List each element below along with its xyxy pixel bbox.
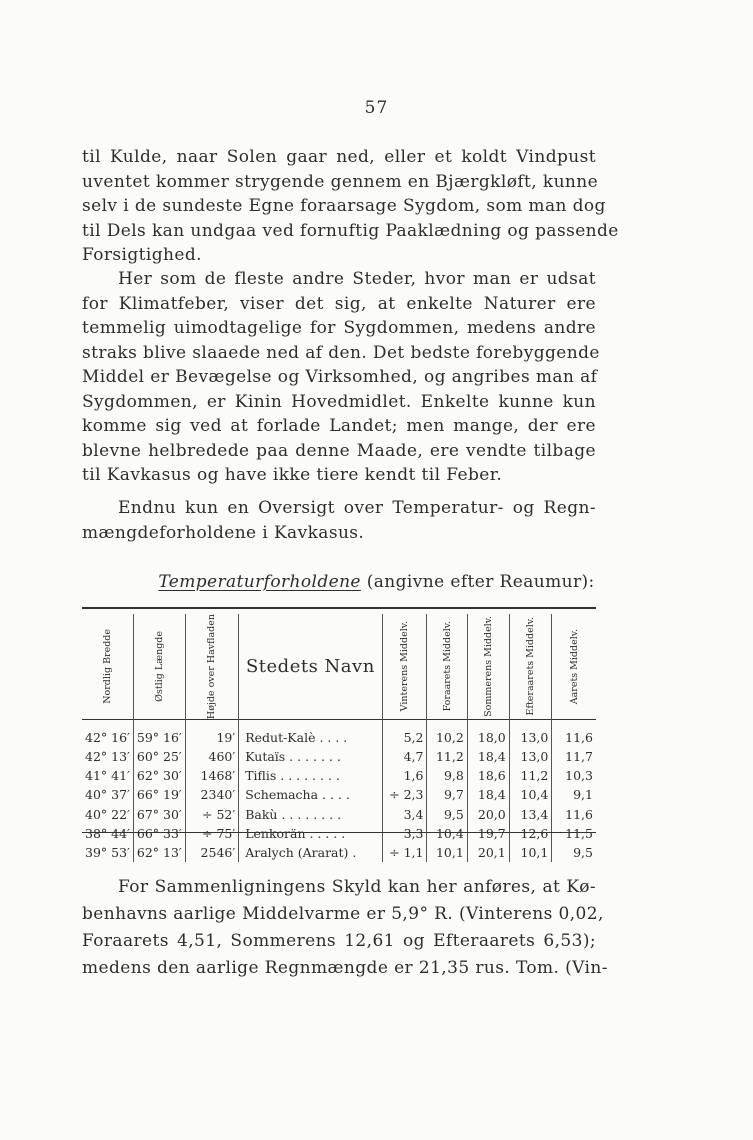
text-line: medens den aarlige Regnmængde er 21,35 rus. Tom. (Vin- — [82, 958, 608, 978]
cell-name: Bakù . . . . . . . . — [239, 804, 382, 823]
cell-year: 11,7 — [565, 748, 593, 764]
table-caption — [0, 572, 753, 592]
col-header-lat: Nordlig Bredde — [82, 614, 133, 720]
cell-year: 9,5 — [573, 845, 593, 861]
cell-winter: ÷ 1,1 — [382, 843, 427, 862]
text-line: benhavns aarlige Middelvarme er 5,9° R. (Vinterens 0,02, — [82, 904, 604, 924]
cell-autumn: 11,2 — [509, 766, 552, 785]
text-line: uventet kommer strygende gennem en Bjærgkløft, kunne — [82, 171, 599, 192]
paragraph-4 — [82, 874, 608, 982]
cell-lat: 41° 41′ — [82, 766, 133, 785]
temperature-table — [82, 614, 596, 862]
page-number: 57 — [364, 98, 389, 118]
table-top-rule — [82, 607, 596, 609]
cell-height: 19′ — [185, 720, 238, 747]
text-line: Foraarets 4,51, Sommerens 12,61 og Efteraarets 6,53); — [82, 931, 596, 951]
cell-spring: 9,5 — [427, 804, 467, 823]
cell-lat: 42° 13′ — [82, 747, 133, 766]
cell-lon: 59° 16′ — [133, 720, 185, 747]
cell-lon: 67° 30′ — [133, 804, 185, 823]
text-line: mængdeforholdene i Kavkasus. — [82, 522, 365, 543]
cell-height: 460′ — [185, 747, 238, 766]
cell-autumn: 12,6 — [509, 824, 552, 843]
cell-height: 2340′ — [185, 785, 238, 804]
table-header-row — [82, 614, 596, 720]
col-header-autumn: Efteraarets Middelv. — [509, 614, 552, 720]
cell-winter: 3,4 — [382, 804, 427, 823]
table-row — [82, 804, 596, 823]
cell-name: Aralych (Ararat) . — [239, 843, 382, 862]
text-line: Endnu kun en Oversigt over Temperatur- og Regn- — [118, 498, 596, 518]
cell-lon: 60° 25′ — [133, 747, 185, 766]
text-line: blevne helbredede paa denne Maade, ere vendte tilbage — [82, 440, 596, 461]
text-line: Her som de fleste andre Steder, hvor man er udsat — [118, 269, 596, 289]
table-row — [82, 785, 596, 804]
cell-year: 9,1 — [573, 787, 593, 803]
table-row — [82, 824, 596, 843]
cell-summer: 19,7 — [467, 824, 509, 843]
caption-title: Temperaturforholdene — [158, 572, 361, 592]
cell-winter: 3,3 — [382, 824, 427, 843]
cell-autumn: 13,4 — [509, 804, 552, 823]
cell-summer: 20,1 — [467, 843, 509, 862]
text-line: for Klimatfeber, viser det sig, at enkelte Naturer ere — [82, 293, 596, 314]
cell-height: ÷ 52′ — [185, 804, 238, 823]
cell-height: ÷ 75′ — [185, 824, 238, 843]
text-line: Middel er Bevægelse og Virksomhed, og angribes man af — [82, 367, 598, 387]
cell-winter: 1,6 — [382, 766, 427, 785]
cell-name: Redut-Kalè . . . . — [239, 720, 382, 747]
cell-lon: 66° 19′ — [133, 785, 185, 804]
cell-autumn: 10,4 — [509, 785, 552, 804]
cell-lat: 40° 22′ — [82, 804, 133, 823]
col-header-height: Højde over Havfladen — [185, 614, 238, 720]
cell-lon: 66° 33′ — [133, 824, 185, 843]
cell-lon: 62° 30′ — [133, 766, 185, 785]
cell-summer: 18,6 — [467, 766, 509, 785]
text-line: Sygdommen, er Kinin Hovedmidlet. Enkelte kunne kun — [82, 391, 596, 412]
table-bottom-rule — [82, 832, 596, 833]
cell-spring: 10,4 — [427, 824, 467, 843]
cell-summer: 18,0 — [467, 720, 509, 747]
cell-autumn: 13,0 — [509, 720, 552, 747]
cell-lat: 42° 16′ — [82, 720, 133, 747]
cell-summer: 18,4 — [467, 747, 509, 766]
cell-autumn: 10,1 — [509, 843, 552, 862]
text-line: For Sammenligningens Skyld kan her anføres, at Kø- — [118, 877, 596, 897]
text-line: temmelig uimodtagelige for Sygdommen, medens andre — [82, 318, 596, 338]
cell-spring: 10,1 — [427, 843, 467, 862]
cell-year: 11,6 — [565, 806, 593, 822]
cell-name: Lenkorän . . . . . — [239, 824, 382, 843]
cell-summer: 18,4 — [467, 785, 509, 804]
cell-year: 11,5 — [565, 825, 593, 841]
table-row — [82, 720, 596, 747]
cell-height: 1468′ — [185, 766, 238, 785]
col-header-winter: Vinterens Middelv. — [382, 614, 427, 720]
cell-year: 11,6 — [565, 729, 593, 745]
cell-lat: 38° 44′ — [82, 824, 133, 843]
cell-name: Schemacha . . . . — [239, 785, 382, 804]
col-header-name: Stedets Navn — [239, 614, 382, 720]
caption-rest: (angivne efter Reaumur): — [360, 572, 595, 592]
cell-lat: 40° 37′ — [82, 785, 133, 804]
cell-spring: 10,2 — [427, 720, 467, 747]
table-row — [82, 843, 596, 862]
text-line: til Kulde, naar Solen gaar ned, eller et koldt Vindpust — [82, 147, 596, 167]
paragraph-1 — [82, 145, 619, 268]
cell-spring: 11,2 — [427, 747, 467, 766]
text-line: selv i de sundeste Egne foraarsage Sygdom, som man dog — [82, 196, 606, 216]
paragraph-3 — [82, 496, 596, 545]
cell-name: Tiflis . . . . . . . . — [239, 766, 382, 785]
col-header-year: Aarets Middelv. — [568, 628, 580, 705]
cell-spring: 9,8 — [427, 766, 467, 785]
text-line: Forsigtighed. — [82, 245, 202, 265]
table-row — [82, 747, 596, 766]
cell-winter: 5,2 — [382, 720, 427, 747]
cell-year: 10,3 — [565, 768, 593, 784]
cell-autumn: 13,0 — [509, 747, 552, 766]
text-line: til Dels kan undgaa ved fornuftig Paaklædning og passende — [82, 220, 619, 241]
text-line: straks blive slaaede ned af den. Det bedste forebyggende — [82, 342, 600, 363]
cell-height: 2546′ — [185, 843, 238, 862]
table-row — [82, 766, 596, 785]
col-header-lon: Østlig Længde — [133, 614, 185, 720]
col-header-summer: Sommerens Middelv. — [467, 614, 509, 720]
cell-name: Kutaïs . . . . . . . — [239, 747, 382, 766]
paragraph-2 — [82, 267, 600, 488]
cell-winter: 4,7 — [382, 747, 427, 766]
cell-summer: 20,0 — [467, 804, 509, 823]
text-line: til Kavkasus og have ikke tiere kendt til Feber. — [82, 465, 503, 485]
text-line: komme sig ved at forlade Landet; men mange, der ere — [82, 416, 596, 436]
cell-lon: 62° 13′ — [133, 843, 185, 862]
col-header-spring: Foraarets Middelv. — [427, 614, 467, 720]
cell-winter: ÷ 2,3 — [382, 785, 427, 804]
cell-lat: 39° 53′ — [82, 843, 133, 862]
cell-spring: 9,7 — [427, 785, 467, 804]
